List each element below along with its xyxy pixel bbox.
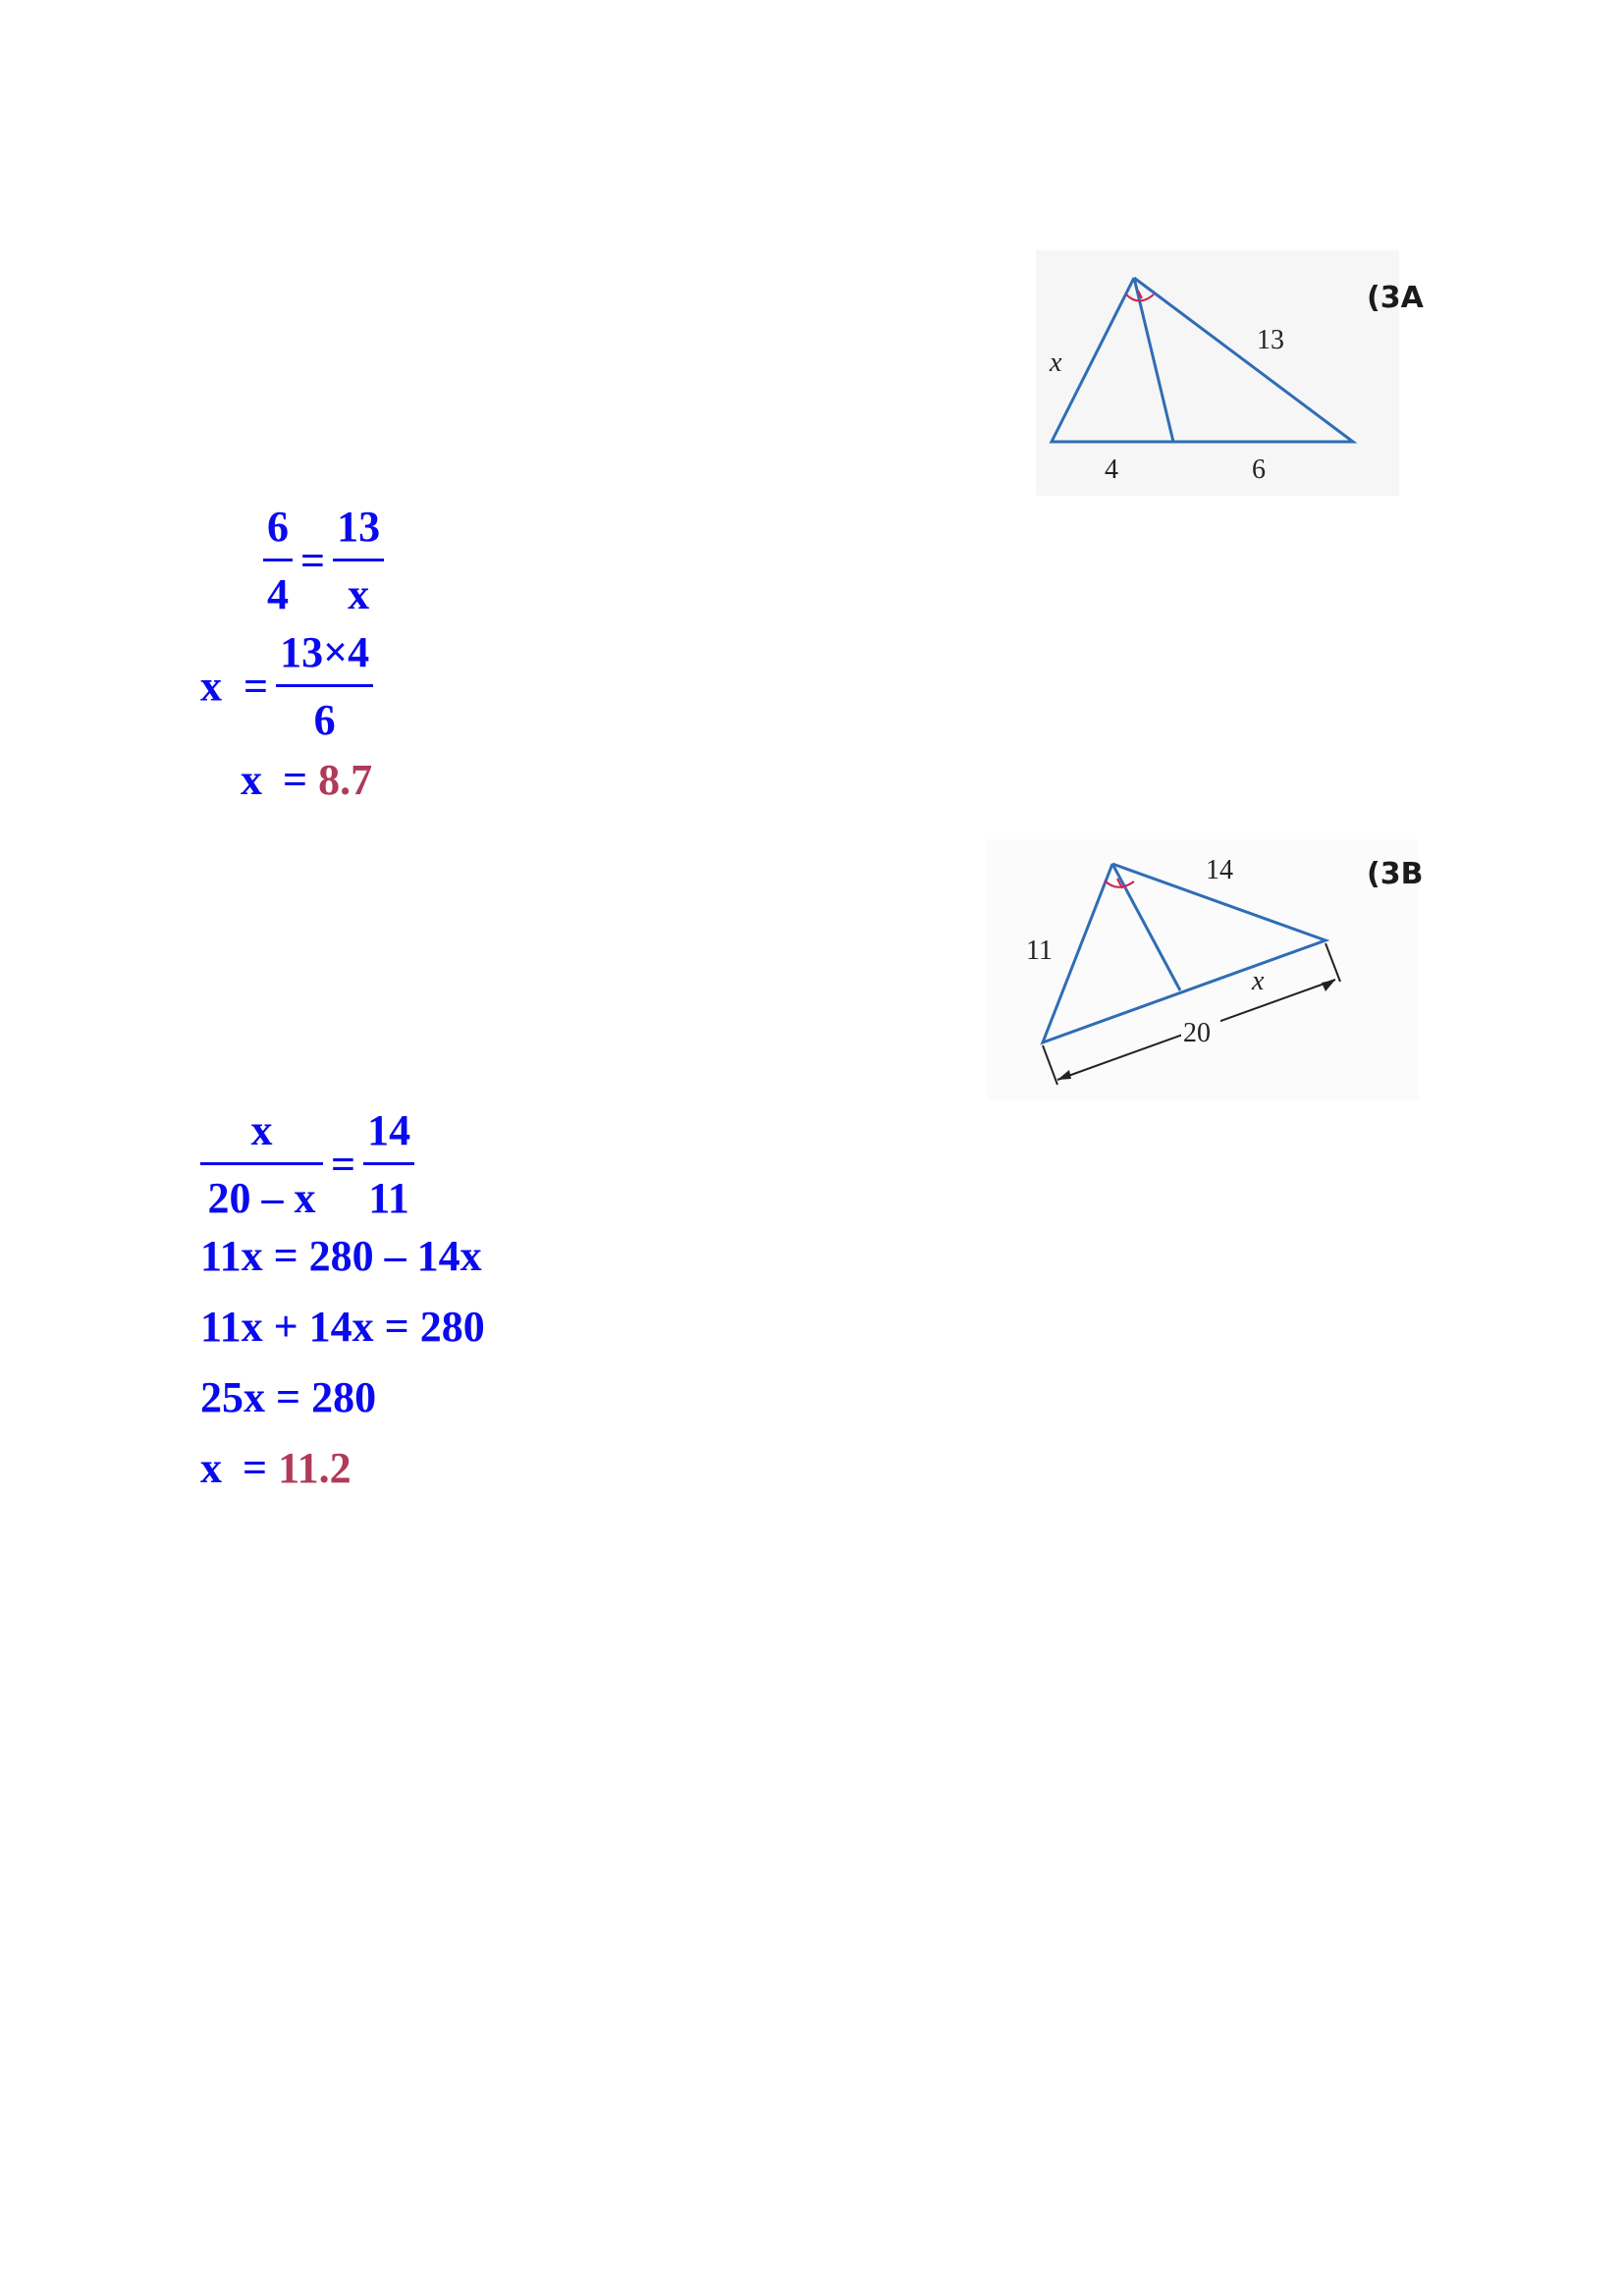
answer-3a: 8.7 — [318, 756, 373, 804]
equation-3a-line3: x = 8.7 — [241, 756, 373, 804]
label-side-14-3b: 14 — [1206, 855, 1233, 885]
label-base-6-3a: 6 — [1252, 454, 1266, 485]
problem-label-3b: (3B — [1367, 857, 1424, 891]
equation-3b-line3: 11x + 14x = 280 — [200, 1303, 485, 1351]
label-base-4-3a: 4 — [1105, 454, 1118, 485]
triangle-figure-3b — [987, 839, 1419, 1099]
triangle-3b-svg — [987, 839, 1419, 1099]
label-side-11-3b: 11 — [1026, 935, 1053, 966]
answer-3b: 11.2 — [278, 1444, 352, 1492]
fraction-x-over-20-minus-x: $\frac{x}{20 - x}$ — [200, 1109, 323, 1220]
fraction-13-over-x: $\frac{13}{x}$ — [333, 506, 384, 616]
label-base-20-3b: 20 — [1183, 1018, 1211, 1048]
label-side-x-3a: x — [1050, 347, 1062, 378]
equation-3a-line1: $\frac{6}{4}$ = $\frac{13}{x}$ — [263, 506, 384, 616]
equation-3a-line2: x = $\frac{13\times 4}{6}$ — [200, 631, 373, 742]
fraction-13x4-over-6: $\frac{13\times 4}{6}$ — [276, 631, 373, 742]
equation-3b-line4: 25x = 280 — [200, 1373, 377, 1421]
problem-label-3a: (3A — [1367, 281, 1424, 315]
label-side-13-3a: 13 — [1257, 325, 1284, 355]
fraction-14-over-11: $\frac{14}{11}$ — [363, 1109, 414, 1220]
triangle-3a-svg — [1036, 250, 1399, 496]
fraction-6-over-4: $\frac{6}{4}$ — [263, 506, 293, 616]
equation-3b-line1: $\frac{x}{20 - x}$ = $\frac{14}{11}$ — [200, 1109, 414, 1220]
equation-3b-line5: x = 11.2 — [200, 1444, 352, 1492]
label-segment-x-3b: x — [1252, 966, 1265, 996]
triangle-figure-3a — [1036, 250, 1399, 496]
equation-3b-line2: 11x = 280 – 14x — [200, 1232, 482, 1280]
